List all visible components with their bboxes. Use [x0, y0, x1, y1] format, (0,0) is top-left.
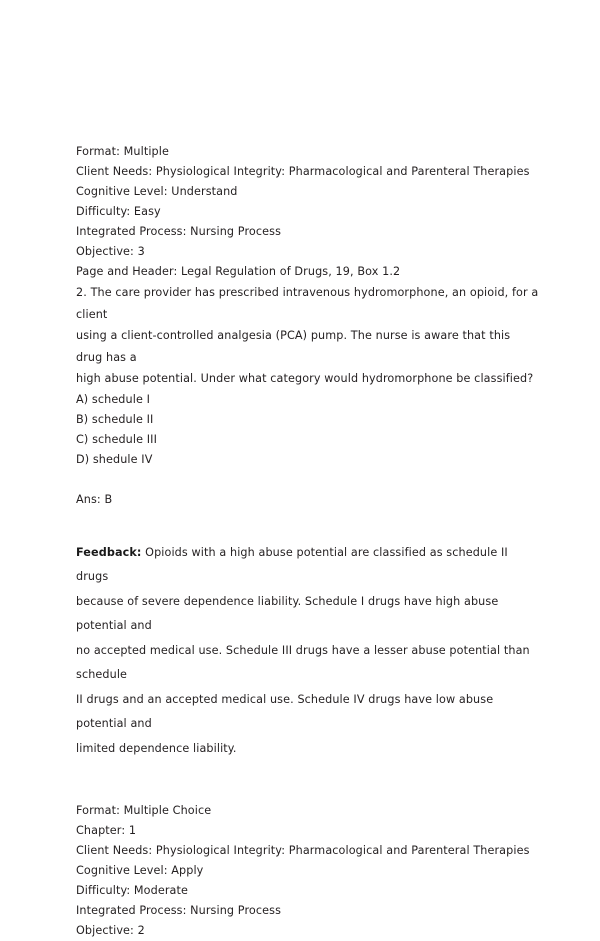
- feedback-line-5: limited dependence liability.: [76, 741, 237, 755]
- feedback-line-1: [76, 541, 540, 590]
- option-d[interactable]: D) shedule IV: [76, 452, 153, 466]
- metadata-bottom-line-client-needs: Client Needs: Physiological Integrity: Pharmacological and Parenteral Therapies: [76, 844, 530, 857]
- feedback-text-1: Opioids with a high abuse potential are classified as schedule II drugs: [76, 545, 512, 583]
- feedback-line-2: because of severe dependence liability. Schedule I drugs have high abuse potential and: [76, 594, 502, 632]
- question-text-line-2: using a client-controlled analgesia (PCA) pump. The nurse is aware that this drug has a: [76, 329, 514, 364]
- metadata-bottom-line-objective: Objective: 2: [76, 924, 145, 937]
- question-text-line-1: 2. The care provider has prescribed intravenous hydromorphone, an opioid, for a client: [76, 286, 543, 321]
- spacer-before-answer: [76, 470, 540, 490]
- metadata-block-top: [76, 142, 540, 282]
- metadata-line-objective: Objective: 3: [76, 245, 145, 258]
- metadata-line-format: Format: Multiple: [76, 145, 169, 158]
- option-b[interactable]: B) schedule II: [76, 412, 154, 426]
- metadata-bottom-line-cognitive-level: Cognitive Level: Apply: [76, 864, 204, 877]
- metadata-bottom-line-chapter: Chapter: 1: [76, 824, 137, 837]
- spacer-before-feedback-extra: [76, 530, 540, 541]
- answer-options-list: [76, 390, 540, 470]
- metadata-block-bottom: [76, 801, 540, 941]
- metadata-line-difficulty: Difficulty: Easy: [76, 205, 161, 218]
- metadata-bottom-line-difficulty: Difficulty: Moderate: [76, 884, 189, 897]
- metadata-line-integrated-process: Integrated Process: Nursing Process: [76, 225, 282, 238]
- metadata-line-page-and-header: Page and Header: Legal Regulation of Drugs, 19, Box 1.2: [76, 265, 401, 278]
- feedback-block: [76, 541, 540, 762]
- metadata-line-client-needs: Client Needs: Physiological Integrity: Pharmacological and Parenteral Therapies: [76, 165, 530, 178]
- spacer-before-feedback: [76, 510, 540, 530]
- metadata-bottom-line-format: Format: Multiple Choice: [76, 804, 212, 817]
- question-text-line-3: high abuse potential. Under what category would hydromorphone be classified?: [76, 372, 534, 385]
- answer-line: Ans: B: [76, 492, 113, 506]
- option-c[interactable]: C) schedule III: [76, 432, 158, 446]
- question-block: [76, 282, 543, 390]
- answer-block: [76, 490, 540, 510]
- feedback-label: Feedback:: [76, 545, 142, 559]
- spacer-before-metadata-bottom: [76, 761, 540, 801]
- feedback-line-4: II drugs and an accepted medical use. Schedule IV drugs have low abuse potential and: [76, 692, 497, 730]
- metadata-line-cognitive-level: Cognitive Level: Understand: [76, 185, 238, 198]
- option-a[interactable]: A) schedule I: [76, 392, 151, 406]
- feedback-line-3: no accepted medical use. Schedule III drugs have a lesser abuse potential than schedule: [76, 643, 534, 681]
- metadata-bottom-line-integrated-process: Integrated Process: Nursing Process: [76, 904, 282, 917]
